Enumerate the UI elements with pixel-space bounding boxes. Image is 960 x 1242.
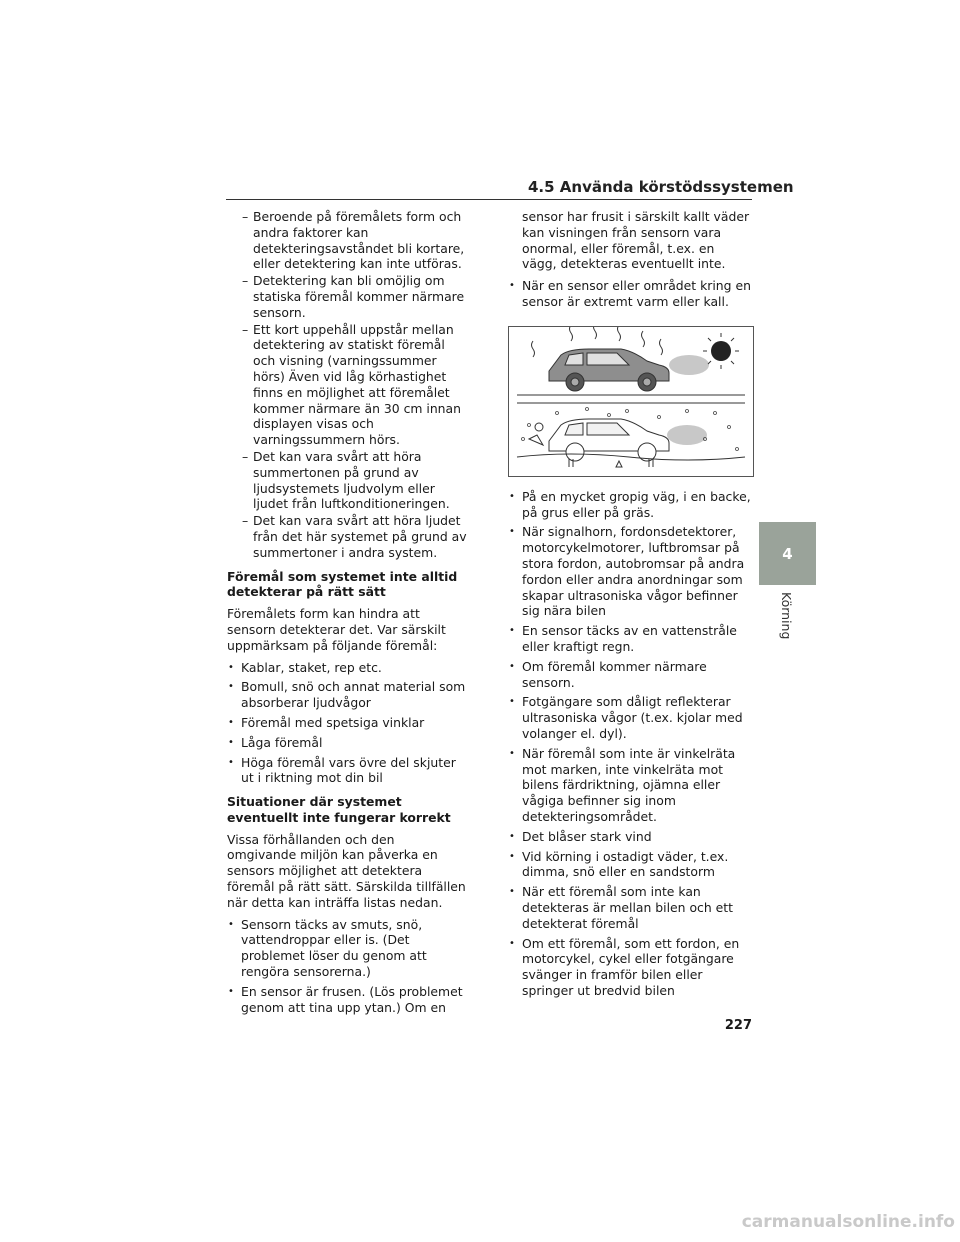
car-snow <box>517 419 745 467</box>
list-item: • En sensor täcks av en vattenstråle eller kraftigt regn. <box>508 623 752 655</box>
bullet-list-objects <box>227 660 467 787</box>
list-item: • En sensor är frusen. (Lös problemet genom att tina upp ytan.) Om en <box>227 984 467 1016</box>
sun-icon <box>703 333 739 369</box>
list-item: • Sensorn täcks av smuts, snö, vattendroppar eller is. (Det problemet löser du genom att rengöra sensorerna.) <box>227 917 467 980</box>
car-conditions-drawing <box>509 327 753 476</box>
list-item: • Kablar, staket, rep etc. <box>227 660 467 676</box>
sensor-condition-illustration <box>508 326 754 477</box>
sensor-beam-bottom <box>667 425 707 445</box>
paragraph-situations: Vissa förhållanden och den omgivande miljön kan påverka en sensors möjlighet att detektera föremål på rätt sätt. Särskilda tillfällen när detta kan inträffa listas nedan. <box>227 831 466 910</box>
list-item: • Höga föremål vars övre del skjuter ut i riktning mot din bil <box>227 755 467 787</box>
list-item: • När en sensor eller området kring en sensor är extremt varm eller kall. <box>508 278 752 310</box>
subheading-objects: Föremål som systemet inte alltid detekterar på rätt sätt <box>227 568 458 600</box>
bullet-list-environment <box>508 489 752 999</box>
list-item: • Om föremål kommer närmare sensorn. <box>508 659 752 691</box>
section-header: 4.5 Använda körstödssystemen <box>528 178 794 196</box>
paragraph-objects: Föremålets form kan hindra att sensorn detekterar det. Var särskilt uppmärksam på följande föremål: <box>227 606 446 653</box>
list-item: • När signalhorn, fordonsdetektorer, motorcykelmotorer, luftbromsar på stora fordon, autobromsar på andra fordon eller andra anordningar som skapar ultrasoniska vågor befinner sig nära bilen <box>508 524 752 619</box>
car-hot-sun <box>532 327 670 391</box>
chapter-tab: 4 <box>759 522 816 585</box>
list-item: • När föremål som inte är vinkelräta mot marken, inte vinkelräta mot bilens färdriktning, ojämna eller vågiga befinner sig inom detekteringsområdet. <box>508 746 752 825</box>
sensor-beam-top <box>669 355 709 375</box>
left-column <box>227 209 467 1019</box>
list-item: • På en mycket gropig väg, i en backe, på grus eller på gräs. <box>508 489 752 521</box>
list-item: • Vid körning i ostadigt väder, t.ex. dimma, snö eller en sandstorm <box>508 849 752 881</box>
page-number: 227 <box>724 1018 752 1033</box>
subheading-situations: Situationer där systemet eventuellt inte fungerar korrekt <box>227 794 451 825</box>
bullet-list-situations <box>227 917 467 1016</box>
list-item: • När ett föremål som inte kan detekteras är mellan bilen och ett detekterat föremål <box>508 884 752 931</box>
list-item: – Beroende på föremålets form och andra faktorer kan detekteringsavståndet bli kortare, eller detektering kan inte utföras. <box>227 209 467 272</box>
list-item: – Det kan vara svårt att höra summertonen på grund av ljudsystemets ljudvolym eller ljudet från luftkonditioneringen. <box>227 449 467 512</box>
list-item: • Låga föremål <box>227 735 467 751</box>
right-column <box>508 209 752 1003</box>
list-item: • Det blåser stark vind <box>508 829 752 845</box>
list-item: • Föremål med spetsiga vinklar <box>227 715 467 731</box>
list-item: – Ett kort uppehåll uppstår mellan detektering av statiskt föremål och visning (varningssummer hörs) Även vid låg körhastighet finns en möjlighet att föremålet kommer närmare än 30 cm innan displayen visas och varningssummern hörs. <box>227 322 467 448</box>
watermark: carmanualsonline.info <box>741 1212 955 1232</box>
continuation-text: sensor har frusit i särskilt kallt väder kan visningen från sensorn vara onormal, eller föremål, t.ex. en vägg, detekteras eventuellt inte. <box>522 209 750 272</box>
chapter-label: Körning <box>779 592 794 640</box>
dash-list <box>227 209 467 561</box>
list-item: • Fotgängare som dåligt reflekterar ultrasoniska vågor (t.ex. kjolar med volanger el. dyl). <box>508 694 752 741</box>
bullet-list-temperature <box>508 278 752 310</box>
list-item: • Bomull, snö och annat material som absorberar ljudvågor <box>227 679 467 711</box>
list-item: – Det kan vara svårt att höra ljudet från det här systemet på grund av summertoner i andra system. <box>227 513 467 560</box>
list-item: • Om ett föremål, som ett fordon, en motorcykel, cykel eller fotgängare svänger in framför bilen eller springer ut bredvid bilen <box>508 936 752 999</box>
header-rule <box>226 199 752 200</box>
list-item: – Detektering kan bli omöjlig om statiska föremål kommer närmare sensorn. <box>227 273 467 320</box>
